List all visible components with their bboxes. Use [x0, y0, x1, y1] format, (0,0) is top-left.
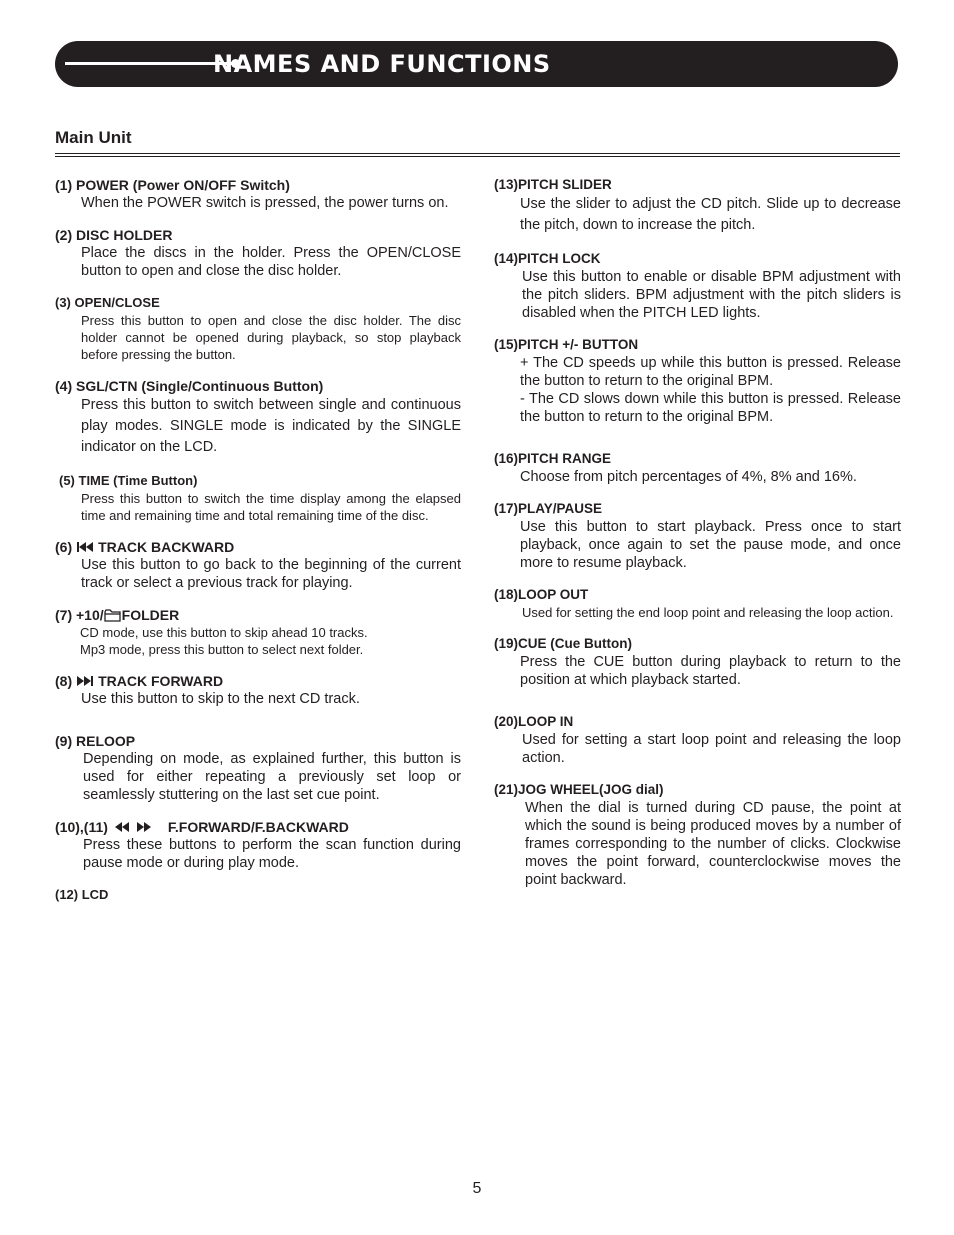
item-description: Press the CUE button during playback to return to the position at which playback started. [520, 654, 901, 688]
item-label: FOLDER [121, 607, 180, 623]
item-description: Used for setting a start loop point and releasing the loop action. [522, 732, 901, 766]
item-heading: (12) LCD [55, 887, 109, 902]
item-description: Depending on mode, as explained further, this button is used for either repeating a previously set loop or seamlessly stuttering on the last set cue point. [83, 751, 461, 803]
item-9 [55, 732, 461, 804]
item-heading: (13)PITCH SLIDER [494, 177, 612, 192]
item-14 [494, 250, 901, 322]
section-divider-2 [55, 156, 900, 157]
item-12 [55, 886, 461, 904]
item-number: (7) +10/ [55, 607, 104, 623]
right-column [494, 176, 901, 889]
item-5 [55, 472, 461, 524]
item-description: + The CD speeds up while this button is pressed. Release the button to return to the original BPM. - The CD slows down while this button is pressed. Release the button to return to the original BPM. [520, 355, 901, 425]
page-number: 5 [472, 1180, 482, 1197]
item-heading: (18)LOOP OUT [494, 587, 589, 602]
item-description: Use this button to enable or disable BPM adjustment with the pitch sliders. BPM adjustment with the pitch sliders is disabled when the PITCH LED lights. [522, 269, 901, 321]
item-number: (8) [55, 673, 73, 689]
header-banner [55, 41, 898, 87]
item-description: Use this button to start playback. Press once to start playback, once again to set the pause mode, and once more to resume playback. [520, 519, 901, 571]
item-heading [55, 538, 461, 556]
item-heading: (3) OPEN/CLOSE [55, 295, 160, 310]
item-heading: (4) SGL/CTN (Single/Continuous Button) [55, 378, 324, 394]
item-6 [55, 538, 461, 592]
item-heading: (14)PITCH LOCK [494, 251, 601, 266]
item-description: Used for setting the end loop point and releasing the loop action. [522, 605, 894, 620]
item-description: Press this button to switch the time display among the elapsed time and remaining time and total remaining time of the disc. [81, 491, 461, 523]
item-8 [55, 672, 461, 708]
rewind-icon [114, 821, 130, 833]
item-7 [55, 606, 461, 658]
section-title: Main Unit [55, 128, 132, 147]
item-heading: (20)LOOP IN [494, 714, 574, 729]
item-number: (10),(11) [55, 819, 108, 835]
item-17 [494, 500, 901, 572]
item-heading: (5) TIME (Time Button) [59, 473, 198, 488]
item-heading [55, 606, 461, 624]
item-10-11 [55, 818, 461, 872]
left-column [55, 176, 461, 904]
item-label: F.FORWARD/F.BACKWARD [167, 819, 349, 835]
item-heading: (16)PITCH RANGE [494, 451, 612, 466]
item-20 [494, 713, 901, 767]
item-description: Use the slider to adjust the CD pitch. Slide up to decrease the pitch, down to increase the pitch. [520, 196, 901, 233]
item-heading: (1) POWER (Power ON/OFF Switch) [55, 177, 290, 193]
item-description: Choose from pitch percentages of 4%, 8% and 16%. [520, 469, 857, 485]
item-heading [55, 672, 461, 690]
item-label: TRACK FORWARD [98, 673, 224, 689]
item-description: Press these buttons to perform the scan function during pause mode or during play mode. [83, 837, 461, 871]
item-heading: (2) DISC HOLDER [55, 227, 173, 243]
item-description: CD mode, use this button to skip ahead 10 tracks. Mp3 mode, press this button to select next folder. [80, 625, 368, 657]
item-16 [494, 450, 901, 486]
item-description: When the dial is turned during CD pause, the point at which the sound is being produced moves by a number of frames corresponding to the number of clicks. Clockwise moves the point forward, counterclockwise moves the point backward. [525, 800, 901, 888]
fast-forward-icon [136, 821, 152, 833]
item-description: Use this button to go back to the beginning of the current track or select a previous track for playing. [81, 557, 461, 591]
item-description: Use this button to skip to the next CD track. [81, 691, 360, 707]
item-2 [55, 226, 461, 280]
section-divider [55, 153, 900, 154]
item-heading [55, 818, 461, 836]
item-description: When the POWER switch is pressed, the power turns on. [81, 195, 449, 211]
item-3 [55, 294, 461, 363]
item-description: Press this button to open and close the disc holder. The disc holder cannot be opened during playback, so stop playback before pressing the button. [81, 313, 461, 362]
item-label: TRACK BACKWARD [98, 539, 235, 555]
item-15 [494, 336, 901, 426]
item-heading: (19)CUE (Cue Button) [494, 636, 632, 651]
item-19 [494, 635, 901, 689]
banner-rule [65, 62, 233, 65]
item-heading: (9) RELOOP [55, 733, 136, 749]
item-21 [494, 781, 901, 889]
item-18 [494, 586, 901, 621]
item-description: Press this button to switch between single and continuous play modes. SINGLE mode is indicated by the SINGLE indicator on the LCD. [81, 397, 461, 455]
item-4 [55, 377, 461, 458]
skip-back-icon [76, 541, 94, 553]
item-description: Place the discs in the holder. Press the OPEN/CLOSE button to open and close the disc holder. [81, 245, 461, 279]
item-heading: (21)JOG WHEEL(JOG dial) [494, 782, 664, 797]
page-title: NAMES AND FUNCTIONS [213, 50, 551, 78]
item-heading: (15)PITCH +/- BUTTON [494, 337, 639, 352]
item-heading: (17)PLAY/PAUSE [494, 501, 603, 516]
item-number: (6) [55, 539, 73, 555]
skip-forward-icon [76, 675, 94, 687]
item-1 [55, 176, 461, 212]
folder-icon [104, 609, 122, 622]
item-13 [494, 176, 901, 236]
